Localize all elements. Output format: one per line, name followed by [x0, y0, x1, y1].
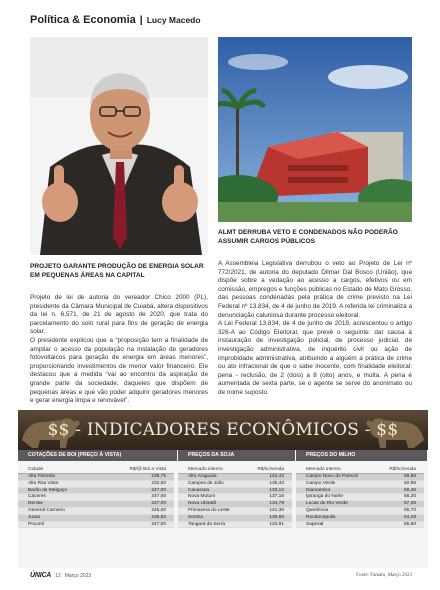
price-cell: 142,42 [269, 474, 284, 479]
left-article-paragraph: Projeto de lei de autoria do vereador Chico 2000 (PL), presidente da Câmara Municipal de Cuiabá, altera dispositivos da lei n. 6.571, de 21 de agosto de 2020, que trata do parcelamento do solo rural para fins de geração de energia solar. [30, 294, 208, 336]
city-cell: Sorriso [188, 514, 204, 520]
column-header: R$/sc/venda [257, 467, 284, 472]
issue-date: Março 2023 [64, 572, 92, 579]
city-cell: General Carneiro [28, 507, 65, 513]
city-cell: Cáceres [28, 494, 46, 500]
price-cell: 232,50 [151, 480, 166, 486]
city-cell: Campo Verde [306, 480, 336, 486]
city-cell: Poconé [28, 521, 45, 527]
table-row [296, 515, 424, 522]
table-row [296, 501, 424, 508]
price-cell: 245,00 [151, 507, 166, 513]
city-cell: Lucas do Rio Verde [306, 501, 348, 507]
table-row [296, 508, 424, 515]
price-cell: 247,00 [151, 521, 166, 527]
cattle-table-rows [18, 474, 178, 528]
table-row [178, 508, 292, 515]
photo-assembly-building [218, 37, 412, 222]
right-article-body [218, 260, 412, 398]
indicators-banner [18, 410, 428, 450]
price-cell: 247,00 [151, 487, 166, 493]
table-row [296, 481, 424, 488]
table-row [18, 508, 174, 515]
author-name: Lucy Macedo [146, 15, 201, 25]
price-cell: 58,45 [403, 487, 416, 493]
corn-price-table [296, 450, 428, 568]
city-cell: Denise [28, 501, 43, 507]
header-separator: | [139, 14, 143, 26]
soy-price-table [178, 450, 296, 568]
city-cell: Alta Floresta [28, 474, 55, 479]
price-cell: 135,43 [269, 480, 284, 486]
soy-table-heading: PREÇOS DA SOJA [178, 450, 296, 461]
city-cell: Campo Novo do Parecis [306, 474, 358, 479]
table-row [18, 481, 174, 488]
table-row [18, 474, 174, 481]
column-header: Mercado interno [188, 467, 223, 472]
price-cell: 133,12 [269, 487, 284, 493]
price-cell: 238,75 [151, 474, 166, 479]
left-article-body [30, 294, 208, 406]
table-row [18, 522, 174, 529]
page-number: 12 [55, 572, 61, 579]
table-row [18, 501, 174, 508]
indicators-tables [18, 450, 428, 568]
table-row [178, 501, 292, 508]
city-cell: Diamantino [306, 487, 331, 493]
table-row [296, 474, 424, 481]
magazine-logo: ÚNICA [30, 572, 52, 579]
price-cell: 62,95 [403, 480, 416, 486]
indicators-title: $$ - INDICADORES ECONÔMICOS - $$ [47, 420, 399, 440]
photo-building-illustration [218, 37, 412, 222]
price-cell: 55,70 [403, 507, 416, 513]
soy-table-column-headers [178, 461, 292, 474]
corn-table-rows [296, 474, 428, 528]
right-article-paragraph: A Assembleia Legislativa derrubou o veto ao Projeto de Lei nº 772/2021, de autoria do deputado Dilmar Dal Bosco (União), que dispõe sobre a vedação ao acesso a cargos, efetivos ou em comissão, empregos e funções públicas no Estado de Mato Grosso, das pessoas condenadas pela prática de crime previsto na Lei Federal nº 13.834, de 4 de junho de 2019. A referida lei criminaliza a denunciação caluniosa durante processo eleitoral. [218, 260, 412, 319]
city-cell: Alto Araguaia [188, 474, 217, 479]
city-cell: Querência [306, 507, 329, 513]
data-source: Fonte: Famato, Março 2023 [356, 573, 412, 578]
city-cell: Nova Ubiratã [188, 501, 216, 507]
cattle-table-heading: COTAÇÕES DE BOI (PREÇO À VISTA) [18, 450, 178, 461]
table-row [296, 522, 424, 529]
price-cell: 235,83 [151, 514, 166, 520]
column-header: Mercado interno [306, 467, 341, 472]
city-cell: Barão de Melgaço [28, 487, 67, 493]
price-cell: 55,90 [403, 521, 416, 527]
price-cell: 134,79 [269, 501, 284, 507]
price-cell: 64,28 [403, 514, 416, 520]
column-header: R$/@ Boi a Vista [129, 467, 166, 472]
city-cell: Ipiranga do Norte [306, 494, 344, 500]
price-cell: 247,00 [151, 494, 166, 500]
soy-table-rows [178, 474, 296, 528]
column-header: R$/sc/venda [389, 467, 416, 472]
table-row [178, 515, 292, 522]
city-cell: Rondonópolis [306, 514, 336, 520]
price-cell: 247,00 [151, 501, 166, 507]
corn-table-heading: PREÇOS DO MILHO [296, 450, 428, 461]
photo-councilman [30, 37, 208, 255]
city-cell: Primavera do Leste [188, 507, 230, 513]
table-row [18, 515, 174, 522]
page-footer [30, 572, 412, 579]
city-cell: Campos de Júlio [188, 480, 224, 486]
section-title: Política & Economia [30, 14, 136, 26]
price-cell: 56,20 [403, 494, 416, 500]
corn-table-column-headers [296, 461, 424, 474]
cattle-price-table [18, 450, 178, 568]
table-row [178, 481, 292, 488]
city-cell: Nova Mutum [188, 494, 216, 500]
price-cell: 56,86 [403, 474, 416, 479]
photo-councilman-illustration [30, 37, 208, 255]
city-cell: Sapezal [306, 521, 324, 527]
price-cell: 133,91 [269, 521, 284, 527]
page-header [30, 14, 201, 26]
price-cell: 57,36 [403, 501, 416, 507]
right-article-headline: ALMT DERRUBA VETO E CONDENADOS NÃO PODERÃO ASSUMIR CARGOS PÚBLICOS [218, 229, 398, 245]
table-row [178, 474, 292, 481]
price-cell: 137,16 [269, 494, 284, 500]
cattle-table-column-headers [18, 461, 174, 474]
price-cell: 141,36 [269, 507, 284, 513]
city-cell: Tangará da Serra [188, 521, 226, 527]
right-article-paragraph: A Lei Federal 13.834, de 4 de junho de 2019, acrescentou o artigo 326-A ao Código Eleitoral, que prevê o seguinte: dar causa à instauração de investigação policial, de processo judicial, de investigação administrativa, de inquérito civil ou ação de improbidade administrativa, atribuindo a alguém a prática de crime ou ato infracional de que o sabe inocente, com finalidade eleitoral: pena - reclusão, de 2 (dois) a 8 (oito) anos, e multa. A pena é aumentada de sexta parte, se o agente se serve do anonimato ou de nome suposto. [218, 320, 412, 396]
city-cell: Canarana [188, 487, 210, 493]
left-article-paragraph: O presidente explicou que a “proposição tem a finalidade de ampliar o acesso da população na instalação de geradores fotovoltaicos para geração de energia em áreas menores”, proporcionando investimentos de menor valor financeiro. Ele destacou que a medida “vai ao encontro da aspiração de grande parte da sociedade, daqueles que dispõem de pequenas áreas e que vão poder adquirir geradores menores e gerar energia limpa e renovável”. [30, 336, 208, 405]
city-cell: Juara [28, 514, 40, 520]
column-header: Cidade [28, 467, 44, 472]
city-cell: Alto Rsa Vista [28, 480, 59, 486]
left-article-headline: PROJETO GARANTE PRODUÇÃO DE ENERGIA SOLAR EM PEQUENAS ÁREAS NA CAPITAL [30, 263, 204, 279]
price-cell: 136,50 [269, 514, 284, 520]
table-row [178, 522, 292, 529]
